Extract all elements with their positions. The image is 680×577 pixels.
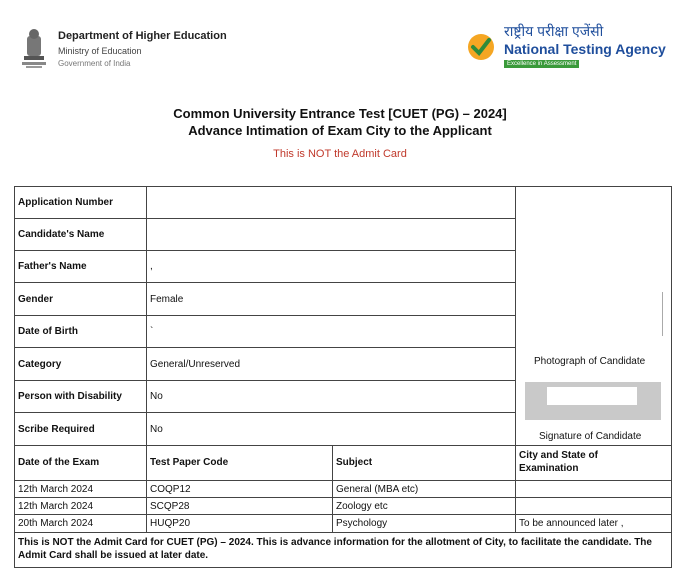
value-scribe: No — [150, 424, 163, 435]
label-date-of-birth: Date of Birth — [18, 326, 78, 337]
exam-row-1-subject: General (MBA etc) — [336, 484, 419, 495]
label-application-number: Application Number — [18, 197, 114, 208]
agency-tagline: Excellence in Assessment — [504, 60, 579, 68]
value-gender: Female — [150, 294, 184, 305]
value-disability: No — [150, 391, 163, 402]
exam-title: Common University Entrance Test [CUET (PG) – 2024] — [173, 106, 507, 121]
exam-row-2-subject: Zoology etc — [336, 501, 388, 512]
header-paper-code: Test Paper Code — [150, 457, 229, 468]
agency-header — [466, 22, 676, 74]
nta-check-logo-icon — [466, 32, 496, 62]
exam-row-2-code: SCQP28 — [150, 501, 190, 512]
exam-row-2-date: 12th March 2024 — [18, 501, 94, 512]
label-candidate-name: Candidate's Name — [18, 229, 105, 240]
signature-image — [525, 382, 661, 420]
footer-note: This is NOT the Admit Card for CUET (PG) – 2024. This is advance information for the allotment of City, to facilitate the candidate. The Admit Card shall be issued at later date. — [18, 537, 652, 561]
ministry-header — [18, 24, 278, 74]
value-date-of-birth: ` — [150, 326, 154, 337]
exam-row-3-code: HUQP20 — [150, 518, 191, 529]
intimation-title: Advance Intimation of Exam City to the Applicant — [188, 123, 492, 138]
intimation-table — [14, 186, 672, 568]
header-subject: Subject — [336, 457, 373, 468]
exam-row-3-city: To be announced later , — [519, 518, 624, 529]
label-category: Category — [18, 359, 62, 370]
state-emblem-icon — [18, 26, 50, 70]
exam-row-1-code: COQP12 — [150, 484, 191, 495]
government-name: Government of India — [58, 59, 131, 68]
exam-row-3-date: 20th March 2024 — [18, 518, 94, 529]
value-father-name: , — [150, 261, 153, 272]
ministry-name: Ministry of Education — [58, 46, 142, 56]
agency-name: National Testing Agency — [504, 41, 666, 57]
label-disability: Person with Disability — [18, 391, 122, 402]
label-gender: Gender — [18, 294, 54, 305]
signature-redaction — [547, 387, 637, 405]
signature-label: Signature of Candidate — [539, 431, 642, 442]
agency-hindi-name: राष्ट्रीय परीक्षा एजेंसी — [504, 23, 604, 39]
value-category: General/Unreserved — [150, 359, 241, 370]
not-admit-card-notice: This is NOT the Admit Card — [273, 148, 407, 160]
photograph-label: Photograph of Candidate — [534, 356, 646, 367]
header-exam-date: Date of the Exam — [18, 457, 100, 468]
department-name: Department of Higher Education — [58, 30, 227, 42]
header-city-state: City and State of Examination — [519, 450, 598, 474]
exam-row-3-subject: Psychology — [336, 518, 388, 529]
label-scribe: Scribe Required — [18, 424, 95, 435]
label-father-name: Father's Name — [18, 261, 87, 272]
exam-row-1-date: 12th March 2024 — [18, 484, 94, 495]
